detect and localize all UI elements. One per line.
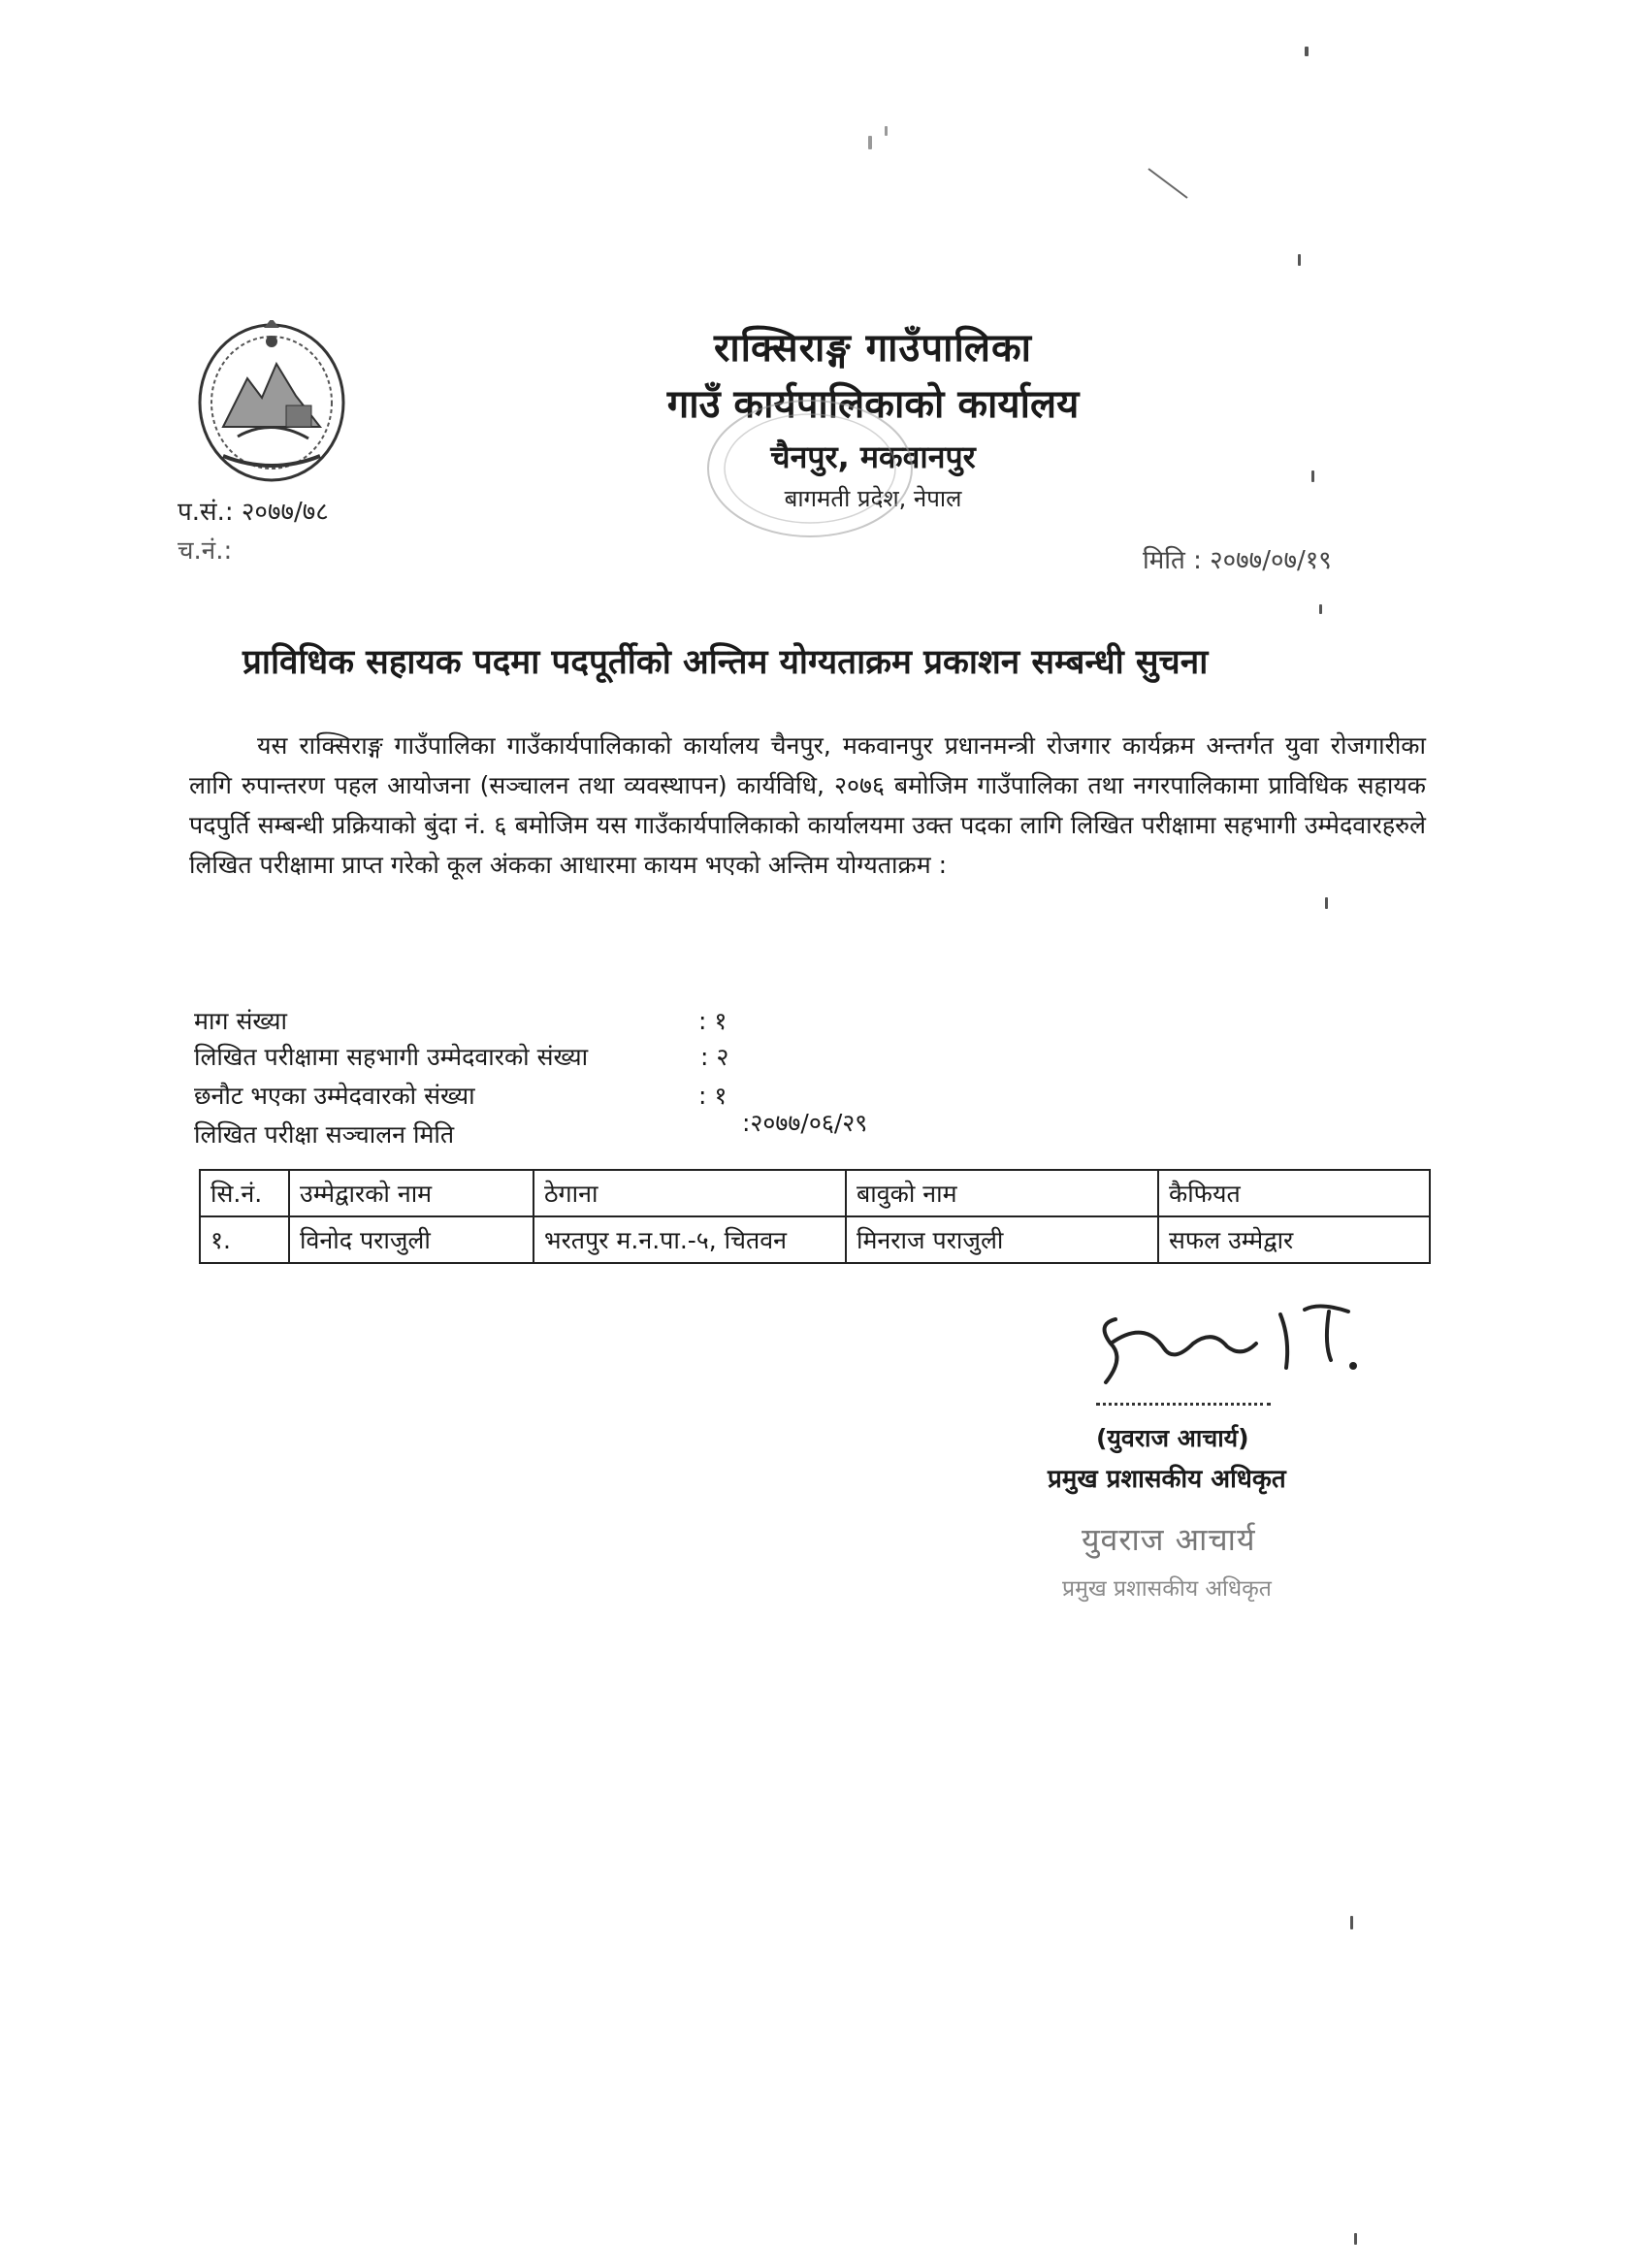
table-cell: विनोद पराजुली (289, 1216, 534, 1263)
signature-line (1096, 1403, 1271, 1406)
detail-label: लिखित परीक्षामा सहभागी उम्मेदवारको संख्या (194, 1043, 589, 1071)
scan-speck (885, 126, 888, 136)
detail-value: :२०७७/०६/२९ (742, 1109, 868, 1137)
detail-row (194, 1109, 868, 1150)
detail-row (194, 1004, 728, 1037)
office-name: गाउँ कार्यपालिकाको कार्यालय (666, 382, 1080, 427)
detail-label: लिखित परीक्षा सञ्चालन मिति (194, 1120, 455, 1149)
scan-speck (1311, 470, 1314, 482)
table-row (200, 1216, 1430, 1263)
header-cell: सि.नं. (200, 1170, 289, 1216)
scan-speck (1319, 604, 1322, 614)
candidate-table (199, 1169, 1431, 1264)
name-stamp: युवराज आचार्य (1082, 1521, 1256, 1558)
dispatch-number: च.नं.: (178, 536, 233, 566)
nepal-emblem-icon (194, 320, 349, 485)
detail-row (194, 1079, 728, 1112)
org-name: राक्सिराङ्ग गाउँपालिका (713, 326, 1033, 371)
scan-speck (1325, 897, 1328, 909)
detail-value: : १ (698, 1007, 728, 1035)
handwritten-signature (1057, 1290, 1387, 1397)
table-cell: १. (200, 1216, 289, 1263)
header-cell: उम्मेद्वारको नाम (289, 1170, 534, 1216)
detail-label: माग संख्या (194, 1007, 287, 1035)
signatory-name: (युवराज आचार्य) (1096, 1424, 1249, 1452)
scan-speck (1305, 47, 1309, 56)
detail-row (194, 1040, 729, 1073)
notice-title: प्राविधिक सहायक पदमा पदपूर्तीको अन्तिम योग्यताक्रम प्रकाशन सम्बन्धी सुचना (242, 643, 1209, 682)
scan-speck (1350, 1916, 1353, 1929)
signatory-title: प्रमुख प्रशासकीय अधिकृत (1048, 1465, 1286, 1494)
scan-speck (1298, 254, 1301, 266)
table-cell: मिनराज पराजुली (846, 1216, 1158, 1263)
detail-value: : २ (700, 1043, 729, 1071)
office-location: चैनपुर, मकवानपुर (770, 438, 976, 475)
table-header-row (200, 1170, 1430, 1216)
notice-body: यस राक्सिराङ्ग गाउँपालिका गाउँकार्यपालिकाको कार्यालय चैनपुर, मकवानपुर प्रधानमन्त्री रोजगार कार्यक्रम अन्तर्गत युवा रोजगारीका लागि रुपान्तरण पहल आयोजना (सञ्चालन तथा व्यवस्थापन) कार्यविधि, २०७६ बमोजिम गाउँपालिका तथा नगरपालिकामा प्राविधिक सहायक पदपुर्ति सम्बन्धी प्रक्रियाको बुंदा नं. ६ बमोजिम यस गाउँकार्यपालिकाको कार्यालयमा उक्त पदका लागि लिखित परीक्षामा सहभागी उम्मेदवारहरुले लिखित परीक्षामा प्राप्त गरेको कूल अंकका आधारमा कायम भएको अन्तिम योग्यताक्रम : (189, 731, 1426, 879)
notice-date: मिति : २०७७/०७/१९ (1143, 546, 1332, 575)
scan-mark (1145, 165, 1193, 204)
scan-speck (1354, 2233, 1357, 2245)
province-line: बागमती प्रदेश, नेपाल (784, 485, 962, 512)
header-cell: ठेगाना (534, 1170, 846, 1216)
table-cell: भरतपुर म.न.पा.-५, चितवन (534, 1216, 846, 1263)
title-stamp: प्रमुख प्रशासकीय अधिकृत (1062, 1576, 1272, 1602)
reference-number: प.सं.: २०७७/७८ (178, 498, 329, 527)
detail-label: छनौट भएका उम्मेदवारको संख्या (194, 1082, 475, 1110)
table-cell: सफल उम्मेद्वार (1158, 1216, 1430, 1263)
header-cell: कैफियत (1158, 1170, 1430, 1216)
detail-value: : १ (698, 1082, 728, 1110)
scan-speck (868, 136, 872, 149)
header-cell: बावुको नाम (846, 1170, 1158, 1216)
office-seal-stamp (698, 393, 922, 543)
